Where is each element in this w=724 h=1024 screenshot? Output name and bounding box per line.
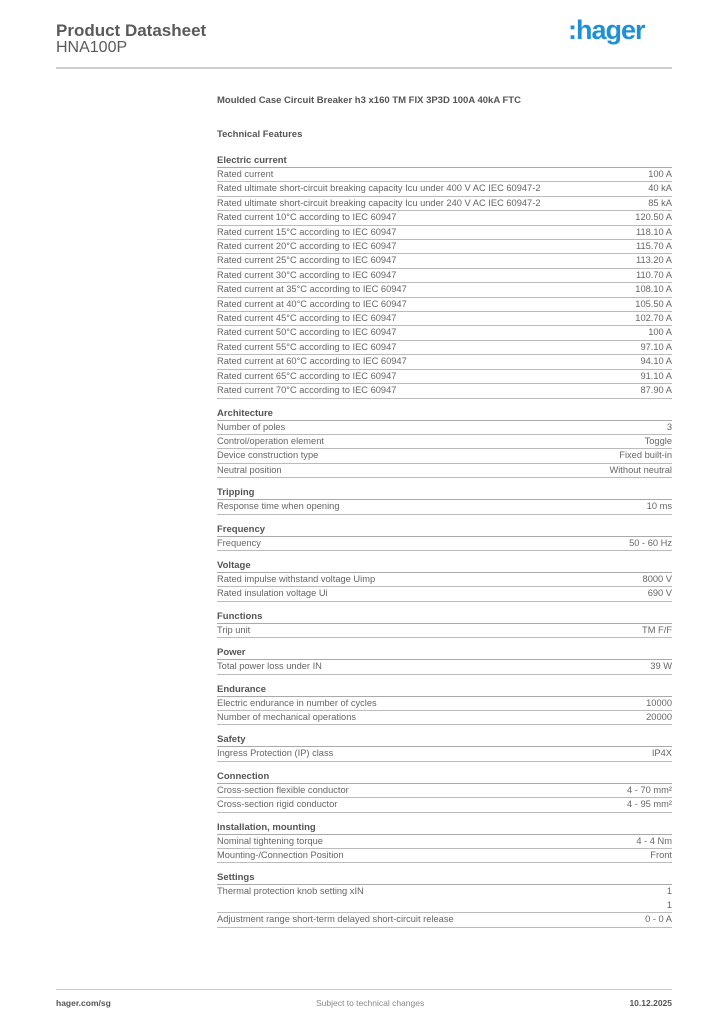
spec-value (627, 798, 672, 811)
spec-label: Rated insulation voltage Ui (217, 588, 328, 599)
spec-value-text: 4 - 4 Nm (636, 835, 672, 846)
spec-value (650, 660, 672, 673)
spec-label: Mounting-/Connection Position (217, 850, 344, 860)
spec-label: Total power loss under IN (217, 661, 322, 672)
spec-row (217, 747, 672, 761)
spec-value (667, 421, 672, 434)
spec-label: Rated current 55°C according to IEC 60947 (217, 341, 397, 352)
spec-value (640, 355, 672, 368)
spec-label: Electric endurance in number of cycles (217, 697, 377, 708)
section (217, 559, 672, 602)
technical-features-heading: Technical Features (217, 129, 303, 140)
spec-row (217, 384, 672, 398)
spec-row (217, 421, 672, 435)
spec-row (217, 849, 672, 863)
spec-label: Device construction type (217, 450, 319, 461)
spec-value (635, 312, 672, 325)
spec-value-text: 4 - 95 mm² (627, 799, 672, 810)
spec-value (642, 624, 672, 637)
spec-label: Rated current at 35°C according to IEC 60947 (217, 284, 407, 295)
spec-row (217, 269, 672, 283)
spec-row (217, 573, 672, 587)
spec-label: Rated current at 40°C according to IEC 60947 (217, 298, 407, 309)
spec-value-text: 100 A (648, 327, 672, 338)
spec-value (640, 384, 672, 397)
footer-divider (56, 989, 672, 990)
spec-value (648, 587, 672, 600)
spec-row (217, 182, 672, 196)
spec-value-text: 113.20 A (635, 255, 672, 266)
spec-label: Rated current at 60°C according to IEC 60947 (217, 356, 407, 367)
section (217, 733, 672, 761)
spec-row (217, 784, 672, 798)
spec-label: Cross-section rigid conductor (217, 799, 338, 810)
spec-value-text: 102.70 A (635, 313, 672, 324)
spec-value (635, 298, 672, 311)
spec-label: Rated current 50°C according to IEC 60947 (217, 327, 397, 338)
spec-label: Rated current 15°C according to IEC 60947 (217, 226, 397, 237)
section-title: Tripping (217, 486, 672, 500)
spec-label: Neutral position (217, 464, 282, 475)
spec-row (217, 197, 672, 211)
section-title: Safety (217, 733, 672, 747)
spec-label: Frequency (217, 537, 261, 548)
document-title: Product Datasheet (56, 21, 207, 40)
spec-label: Control/operation element (217, 435, 324, 446)
spec-row (217, 624, 672, 638)
spec-row (217, 885, 672, 913)
spec-label: Cross-section flexible conductor (217, 784, 349, 795)
spec-value-text: TM F/F (642, 624, 672, 635)
spec-value (648, 168, 672, 181)
spec-label: Rated current 25°C according to IEC 60947 (217, 255, 397, 266)
section-title: Electric current (217, 154, 672, 168)
spec-value-text: 108.10 A (635, 284, 672, 295)
spec-label: Rated current 30°C according to IEC 60947 (217, 269, 397, 280)
spec-row (217, 283, 672, 297)
spec-row (217, 697, 672, 711)
spec-label: Rated current 20°C according to IEC 60947 (217, 241, 397, 252)
spec-value-text: 87.90 A (640, 385, 672, 396)
spec-label: Rated ultimate short-circuit breaking capacity Icu under 400 V AC IEC 60947-2 (217, 183, 541, 194)
spec-value-text: Toggle (644, 435, 672, 446)
datasheet-content (217, 94, 672, 928)
spec-label: Response time when opening (217, 501, 340, 512)
spec-value-text: 39 W (650, 661, 672, 672)
spec-value-text: 0 - 0 A (645, 914, 672, 925)
spec-value-text: 105.50 A (635, 298, 672, 309)
spec-value-text: 118.10 A (635, 226, 672, 237)
spec-row (217, 211, 672, 225)
hager-logo: :hager (568, 15, 645, 45)
section (217, 683, 672, 726)
section-title: Architecture (217, 407, 672, 421)
section-title: Power (217, 646, 672, 660)
spec-value (636, 254, 672, 267)
spec-value (646, 697, 672, 710)
spec-value (667, 885, 672, 912)
spec-label: Rated current 65°C according to IEC 60947 (217, 370, 397, 381)
spec-value (636, 835, 672, 848)
spec-value-text: 110.70 A (635, 269, 672, 280)
spec-row (217, 298, 672, 312)
spec-value-text: 91.10 A (640, 370, 672, 381)
spec-value-text: 100 A (648, 169, 672, 179)
spec-value-text: 94.10 A (640, 356, 672, 367)
spec-value (648, 326, 672, 339)
spec-value (640, 370, 672, 383)
spec-row (217, 464, 672, 478)
spec-value-text: 50 - 60 Hz (629, 537, 672, 548)
spec-value-text: Without neutral (609, 464, 672, 475)
spec-value-text: 4 - 70 mm² (627, 784, 672, 795)
spec-row (217, 660, 672, 674)
spec-value-text: Front (650, 850, 672, 860)
spec-value-text: 10000 (646, 697, 672, 708)
spec-value-text: 10 ms (646, 501, 672, 512)
spec-value (619, 449, 672, 462)
section (217, 770, 672, 813)
spec-row (217, 226, 672, 240)
spec-value-text: 115.70 A (635, 241, 672, 252)
spec-row (217, 798, 672, 812)
spec-value (646, 711, 672, 724)
spec-value (635, 283, 672, 296)
spec-value (648, 182, 672, 195)
spec-row (217, 537, 672, 551)
spec-value-text: 97.10 A (640, 341, 672, 352)
spec-row (217, 355, 672, 369)
section (217, 871, 672, 927)
section (217, 154, 672, 399)
spec-value (640, 341, 672, 354)
spec-value (609, 464, 672, 477)
header-divider (56, 67, 672, 69)
spec-value (648, 197, 672, 210)
section (217, 523, 672, 551)
spec-row (217, 587, 672, 601)
section-title: Endurance (217, 683, 672, 697)
section (217, 821, 672, 864)
spec-value-text: 85 kA (648, 197, 672, 208)
spec-value (636, 226, 672, 239)
spec-row (217, 435, 672, 449)
spec-value-text: IP4X (651, 748, 672, 759)
spec-label: Rated current 45°C according to IEC 60947 (217, 313, 397, 324)
spec-value (645, 913, 672, 926)
spec-value-text: 1 (666, 886, 672, 897)
spec-label: Number of mechanical operations (217, 711, 357, 722)
spec-value-text: 120.50 A (635, 212, 672, 223)
spec-label: Number of poles (217, 421, 286, 432)
spec-label: Ingress Protection (IP) class (217, 748, 334, 759)
spec-label: Thermal protection knob setting xIN (217, 886, 364, 897)
spec-value (636, 240, 672, 253)
spec-value-text: 8000 V (642, 573, 672, 584)
section-title: Settings (217, 871, 672, 885)
section (217, 610, 672, 638)
section (217, 407, 672, 479)
section-title: Installation, mounting (217, 821, 672, 835)
product-code: HNA100P (56, 39, 128, 56)
spec-row (217, 835, 672, 849)
spec-label: Rated current (217, 169, 274, 179)
spec-label: Rated current 10°C according to IEC 60947 (217, 212, 397, 223)
spec-value-text-2: 1 (666, 899, 672, 910)
spec-row (217, 254, 672, 268)
spec-value-text: 40 kA (648, 183, 672, 194)
section (217, 486, 672, 514)
spec-value-text: 690 V (647, 588, 672, 599)
spec-value-text: Fixed built-in (619, 450, 672, 461)
spec-value (647, 500, 672, 513)
spec-value-text: 20000 (646, 711, 672, 722)
spec-label: Adjustment range short-term delayed short-circuit release (217, 914, 454, 925)
spec-label: Rated ultimate short-circuit breaking capacity Icu under 240 V AC IEC 60947-2 (217, 197, 541, 208)
spec-label: Nominal tightening torque (217, 835, 323, 846)
section-title: Voltage (217, 559, 672, 573)
spec-row (217, 913, 672, 927)
spec-row (217, 449, 672, 463)
section (217, 646, 672, 674)
spec-row (217, 341, 672, 355)
footer-website[interactable]: hager.com/sg (56, 998, 111, 1008)
footer-date: 10.12.2025 (629, 998, 672, 1008)
spec-label: Trip unit (217, 624, 251, 635)
spec-value-text: 3 (666, 421, 672, 432)
spec-value (629, 537, 672, 550)
section-title: Connection (217, 770, 672, 784)
spec-value (652, 747, 672, 760)
spec-row (217, 711, 672, 725)
spec-value (636, 269, 672, 282)
spec-value (650, 849, 672, 862)
spec-row (217, 312, 672, 326)
spec-value (645, 435, 672, 448)
spec-row (217, 370, 672, 384)
spec-row (217, 240, 672, 254)
footer-note: Subject to technical changes (316, 998, 425, 1008)
feature-sections (217, 154, 672, 928)
section-title: Functions (217, 610, 672, 624)
spec-label: Rated current 70°C according to IEC 60947 (217, 385, 397, 396)
section-title: Frequency (217, 523, 672, 537)
spec-value (627, 784, 672, 797)
spec-value (643, 573, 672, 586)
spec-row (217, 500, 672, 514)
spec-label: Rated impulse withstand voltage Uimp (217, 573, 376, 584)
spec-row (217, 326, 672, 340)
spec-row (217, 168, 672, 182)
spec-value (635, 211, 672, 224)
product-name: Moulded Case Circuit Breaker h3 x160 TM FIX 3P3D 100A 40kA FTC (217, 95, 521, 106)
